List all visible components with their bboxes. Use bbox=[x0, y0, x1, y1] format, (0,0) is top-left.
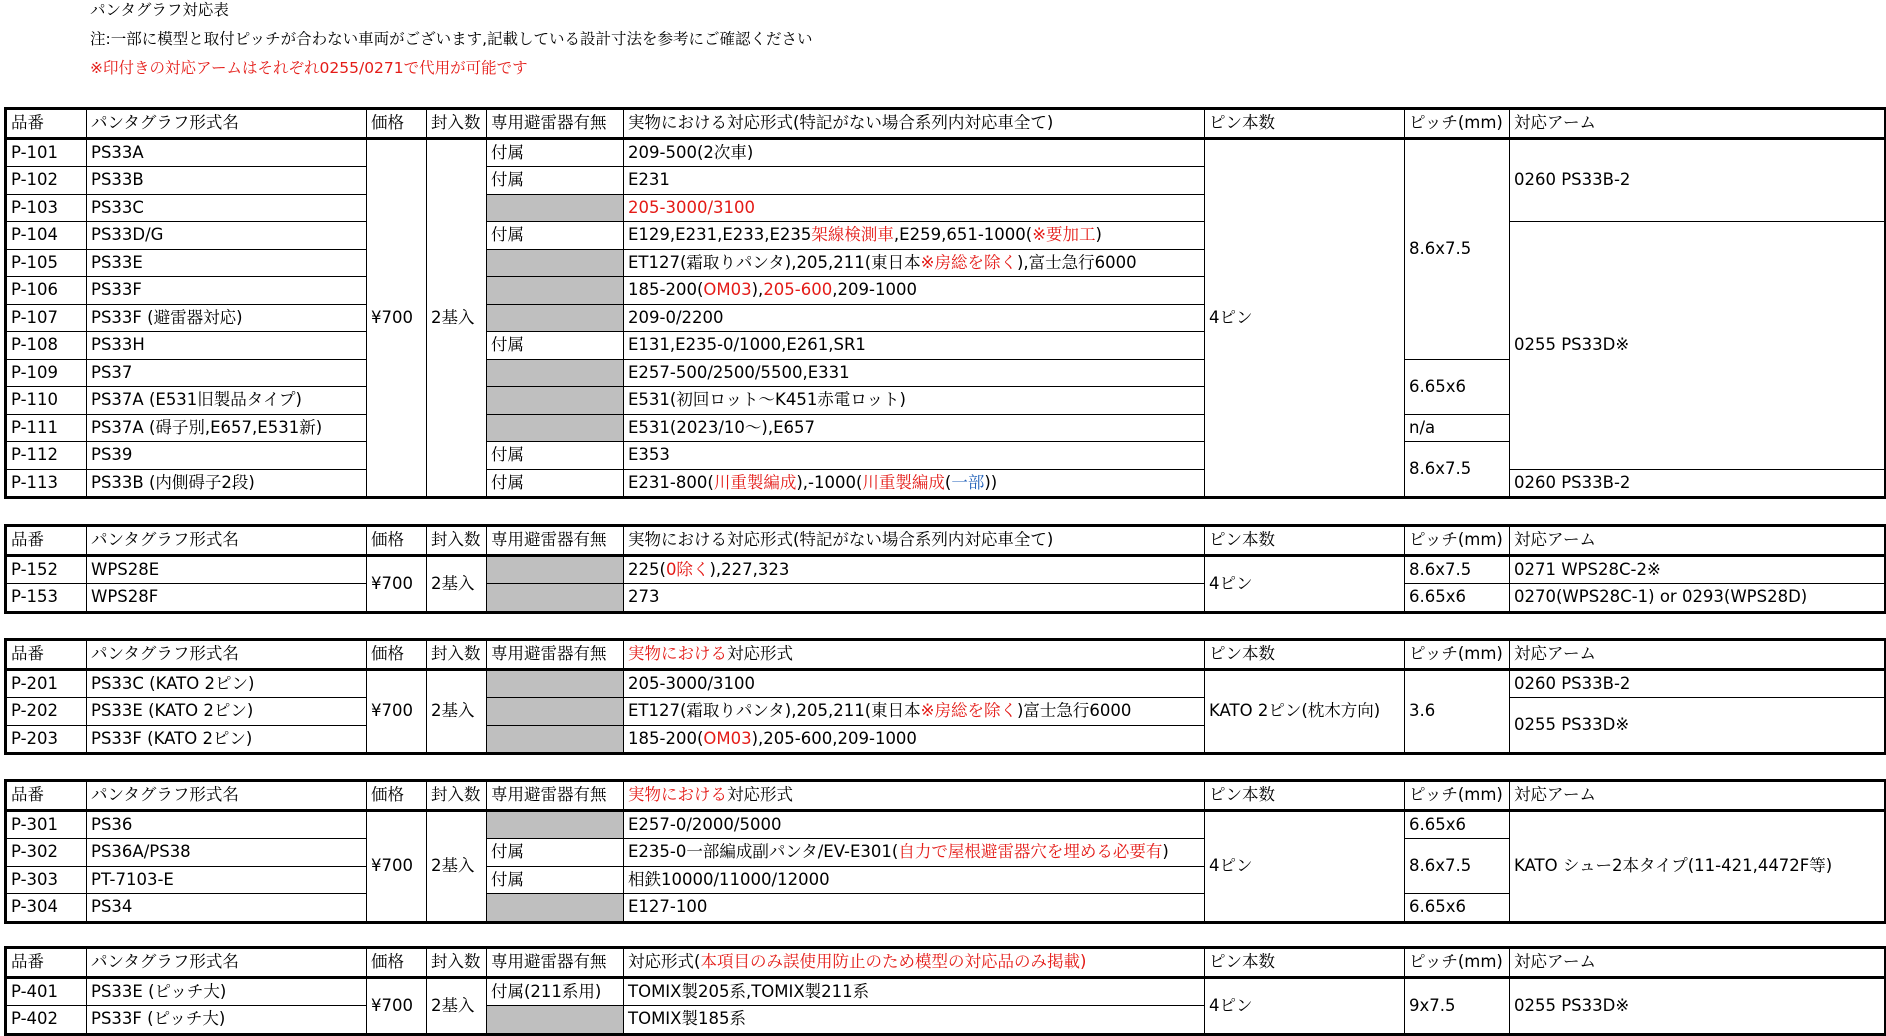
document-header bbox=[90, 0, 813, 87]
product-code: P-153 bbox=[6, 584, 87, 613]
price-cell: ¥700 bbox=[367, 138, 427, 498]
text-segment: E531(初回ロット〜K451赤電ロット) bbox=[628, 390, 906, 410]
table-row bbox=[6, 469, 1886, 498]
product-code: P-102 bbox=[6, 167, 87, 195]
column-header-arrester: 専用避雷器有無 bbox=[487, 109, 624, 139]
column-header-pitch: ピッチ(mm) bbox=[1405, 109, 1510, 139]
compat-models-cell bbox=[624, 414, 1205, 442]
product-code: P-302 bbox=[6, 839, 87, 867]
compat-models-cell bbox=[624, 222, 1205, 250]
column-header-arrester: 専用避雷器有無 bbox=[487, 948, 624, 978]
column-header-arm: 対応アーム bbox=[1510, 948, 1886, 978]
column-header-name: パンタグラフ形式名 bbox=[87, 781, 367, 811]
text-segment: E257-500/2500/5500,E331 bbox=[628, 362, 850, 382]
arrester-cell-empty bbox=[487, 387, 624, 415]
pin-count-cell: 4ピン bbox=[1205, 138, 1405, 498]
column-header-arm: 対応アーム bbox=[1510, 109, 1886, 139]
compat-models-cell bbox=[624, 167, 1205, 195]
compat-models-cell bbox=[624, 277, 1205, 305]
arrester-cell-empty bbox=[487, 359, 624, 387]
table-header-row bbox=[6, 526, 1886, 556]
pantograph-table bbox=[4, 107, 1886, 499]
text-segment: )富士急行6000 bbox=[1016, 701, 1132, 721]
pantograph-name: PS33A bbox=[87, 138, 367, 167]
arrester-cell-empty bbox=[487, 249, 624, 277]
arrester-cell-empty bbox=[487, 414, 624, 442]
compat-models-cell bbox=[624, 194, 1205, 222]
product-code: P-112 bbox=[6, 442, 87, 470]
pantograph-name: PS33C (KATO 2ピン) bbox=[87, 669, 367, 698]
pin-count-cell: 4ピン bbox=[1205, 810, 1405, 922]
arm-cell: KATO シュー2本タイプ(11-421,4472F等) bbox=[1510, 810, 1886, 922]
arm-cell: 0270(WPS28C-1) or 0293(WPS28D) bbox=[1510, 584, 1886, 613]
text-segment: 209-500(2次車) bbox=[628, 142, 754, 162]
text-segment: ※房総を除く bbox=[920, 701, 1017, 721]
arrester-cell-empty bbox=[487, 555, 624, 584]
column-header-compat bbox=[624, 526, 1205, 556]
column-header-name: パンタグラフ形式名 bbox=[87, 526, 367, 556]
text-segment: 自力で屋根避雷器穴を埋める必要有 bbox=[898, 842, 1163, 862]
product-code: P-101 bbox=[6, 138, 87, 167]
pantograph-name: PS33F (ピッチ大) bbox=[87, 1006, 367, 1035]
text-segment: OM03 bbox=[703, 728, 752, 748]
text-segment: ),205-600,209-1000 bbox=[751, 728, 917, 748]
table-header-row bbox=[6, 781, 1886, 811]
column-header-compat bbox=[624, 109, 1205, 139]
text-segment: 205-3000/3100 bbox=[628, 197, 755, 217]
column-header-price: 価格 bbox=[367, 526, 427, 556]
product-code: P-301 bbox=[6, 810, 87, 839]
pitch-cell: 6.65x6 bbox=[1405, 359, 1510, 414]
column-header-code: 品番 bbox=[6, 781, 87, 811]
table-row bbox=[6, 698, 1886, 726]
arrester-cell: 付属 bbox=[487, 442, 624, 470]
text-segment: ,209-1000 bbox=[832, 280, 917, 300]
section-p150-series bbox=[4, 524, 1884, 614]
quantity-cell: 2基入 bbox=[427, 977, 487, 1034]
pantograph-name: PS33B (内側碍子2段) bbox=[87, 469, 367, 498]
pin-count-cell: KATO 2ピン(枕木方向) bbox=[1205, 669, 1405, 754]
text-segment: ),227,323 bbox=[709, 559, 790, 579]
arm-cell: 0260 PS33B-2 bbox=[1510, 469, 1886, 498]
text-segment: 実物における bbox=[628, 644, 727, 664]
text-segment: 対応形式 bbox=[727, 785, 793, 805]
compat-models-cell bbox=[624, 304, 1205, 332]
pantograph-name: PS37 bbox=[87, 359, 367, 387]
pantograph-name: PS33B bbox=[87, 167, 367, 195]
text-segment: 川重製編成 bbox=[713, 472, 797, 492]
section-p100-series bbox=[4, 107, 1884, 499]
column-header-arrester: 専用避雷器有無 bbox=[487, 526, 624, 556]
product-code: P-201 bbox=[6, 669, 87, 698]
table-header-row bbox=[6, 948, 1886, 978]
column-header-qty: 封入数 bbox=[427, 948, 487, 978]
text-segment: 相鉄10000/11000/12000 bbox=[628, 869, 830, 889]
arm-cell: 0271 WPS28C-2※ bbox=[1510, 555, 1886, 584]
arrester-cell-empty bbox=[487, 1006, 624, 1035]
text-segment: 川重製編成 bbox=[862, 472, 945, 492]
pantograph-name: WPS28E bbox=[87, 555, 367, 584]
text-segment: ) bbox=[1095, 225, 1102, 245]
table-row bbox=[6, 138, 1886, 167]
column-header-pitch: ピッチ(mm) bbox=[1405, 640, 1510, 670]
column-header-name: パンタグラフ形式名 bbox=[87, 948, 367, 978]
text-segment: 205-3000/3100 bbox=[628, 673, 755, 693]
product-code: P-402 bbox=[6, 1006, 87, 1035]
arrester-cell-empty bbox=[487, 894, 624, 923]
pitch-cell: 3.6 bbox=[1405, 669, 1510, 754]
column-header-pitch: ピッチ(mm) bbox=[1405, 526, 1510, 556]
text-segment: 185-200( bbox=[628, 280, 704, 300]
column-header-pins: ピン本数 bbox=[1205, 948, 1405, 978]
pitch-cell: 6.65x6 bbox=[1405, 894, 1510, 923]
text-segment: ※要加工 bbox=[1032, 225, 1096, 245]
text-segment: 一部 bbox=[951, 472, 985, 492]
arm-substitution-warning: ※印付きの対応アームはそれぞれ0255/0271で代用が可能です bbox=[90, 59, 528, 77]
pantograph-name: PS34 bbox=[87, 894, 367, 923]
arrester-cell: 付属 bbox=[487, 167, 624, 195]
arrester-cell: 付属 bbox=[487, 866, 624, 894]
price-cell: ¥700 bbox=[367, 555, 427, 612]
document-title: パンタグラフ対応表 bbox=[90, 1, 229, 19]
text-segment: 実物における対応形式(特記がない場合系列内対応車全て) bbox=[628, 530, 1054, 550]
column-header-arrester: 専用避雷器有無 bbox=[487, 640, 624, 670]
column-header-pins: ピン本数 bbox=[1205, 109, 1405, 139]
pin-count-cell: 4ピン bbox=[1205, 977, 1405, 1034]
column-header-pitch: ピッチ(mm) bbox=[1405, 948, 1510, 978]
product-code: P-113 bbox=[6, 469, 87, 498]
text-segment: TOMIX製185系 bbox=[628, 1009, 746, 1029]
product-code: P-108 bbox=[6, 332, 87, 360]
pantograph-name: PS33C bbox=[87, 194, 367, 222]
price-cell: ¥700 bbox=[367, 977, 427, 1034]
text-segment: E231-800( bbox=[628, 472, 714, 492]
column-header-price: 価格 bbox=[367, 640, 427, 670]
arrester-cell: 付属(211系用) bbox=[487, 977, 624, 1006]
text-segment: 205-600 bbox=[763, 280, 833, 300]
arm-cell: 0255 PS33D※ bbox=[1510, 222, 1886, 470]
column-header-qty: 封入数 bbox=[427, 640, 487, 670]
column-header-pitch: ピッチ(mm) bbox=[1405, 781, 1510, 811]
text-segment: E127-100 bbox=[628, 897, 708, 917]
compat-models-cell bbox=[624, 866, 1205, 894]
pantograph-name: PS33E (ピッチ大) bbox=[87, 977, 367, 1006]
text-segment: 209-0/2200 bbox=[628, 307, 724, 327]
text-segment: ,E259,651-1000( bbox=[893, 225, 1033, 245]
text-segment: 273 bbox=[628, 587, 660, 607]
pantograph-table bbox=[4, 524, 1886, 614]
pitch-cell: 8.6x7.5 bbox=[1405, 555, 1510, 584]
column-header-pins: ピン本数 bbox=[1205, 781, 1405, 811]
compat-models-cell bbox=[624, 469, 1205, 498]
section-p300-series bbox=[4, 779, 1884, 924]
pantograph-table bbox=[4, 638, 1886, 755]
arrester-cell-empty bbox=[487, 304, 624, 332]
compat-models-cell bbox=[624, 442, 1205, 470]
column-header-code: 品番 bbox=[6, 109, 87, 139]
table-row bbox=[6, 222, 1886, 250]
text-segment: 実物における対応形式(特記がない場合系列内対応車全て) bbox=[628, 113, 1054, 133]
compat-models-cell bbox=[624, 977, 1205, 1006]
price-cell: ¥700 bbox=[367, 810, 427, 922]
pantograph-table bbox=[4, 779, 1886, 924]
product-code: P-103 bbox=[6, 194, 87, 222]
pantograph-name: PS36A/PS38 bbox=[87, 839, 367, 867]
pitch-cell: 8.6x7.5 bbox=[1405, 138, 1510, 359]
arrester-cell-empty bbox=[487, 725, 624, 754]
compat-models-cell bbox=[624, 249, 1205, 277]
text-segment: ) bbox=[1162, 842, 1169, 862]
product-code: P-152 bbox=[6, 555, 87, 584]
pantograph-name: PS37A (碍子別,E657,E531新) bbox=[87, 414, 367, 442]
text-segment: ※房総を除く bbox=[920, 252, 1017, 272]
pantograph-name: PS33F bbox=[87, 277, 367, 305]
text-segment: ),富士急行6000 bbox=[1016, 252, 1137, 272]
column-header-arrester: 専用避雷器有無 bbox=[487, 781, 624, 811]
pantograph-name: PS33H bbox=[87, 332, 367, 360]
column-header-compat bbox=[624, 781, 1205, 811]
column-header-compat bbox=[624, 948, 1205, 978]
compat-models-cell bbox=[624, 725, 1205, 754]
compat-models-cell bbox=[624, 698, 1205, 726]
compat-models-cell bbox=[624, 839, 1205, 867]
text-segment: ( bbox=[944, 472, 952, 492]
text-segment: 対応形式( bbox=[628, 952, 701, 972]
product-code: P-203 bbox=[6, 725, 87, 754]
text-segment: 0除く bbox=[665, 559, 710, 579]
column-header-qty: 封入数 bbox=[427, 781, 487, 811]
pantograph-name: PS36 bbox=[87, 810, 367, 839]
column-header-arm: 対応アーム bbox=[1510, 781, 1886, 811]
compat-models-cell bbox=[624, 669, 1205, 698]
compat-models-cell bbox=[624, 555, 1205, 584]
text-segment: E235-0一部編成副パンタ/EV-E301( bbox=[628, 842, 899, 862]
product-code: P-110 bbox=[6, 387, 87, 415]
column-header-price: 価格 bbox=[367, 948, 427, 978]
table-header-row bbox=[6, 109, 1886, 139]
arm-cell: 0255 PS33D※ bbox=[1510, 698, 1886, 754]
column-header-pins: ピン本数 bbox=[1205, 526, 1405, 556]
text-segment: ),-1000( bbox=[796, 472, 863, 492]
text-segment: )) bbox=[984, 472, 998, 492]
column-header-name: パンタグラフ形式名 bbox=[87, 640, 367, 670]
pantograph-name: PS33E bbox=[87, 249, 367, 277]
pantograph-name: PS33F (KATO 2ピン) bbox=[87, 725, 367, 754]
arm-cell: 0255 PS33D※ bbox=[1510, 977, 1886, 1034]
text-segment: E257-0/2000/5000 bbox=[628, 814, 782, 834]
compat-models-cell bbox=[624, 810, 1205, 839]
column-header-arm: 対応アーム bbox=[1510, 526, 1886, 556]
text-segment: 本項目のみ誤使用防止のため模型の対応品のみ掲載) bbox=[700, 952, 1087, 972]
column-header-compat bbox=[624, 640, 1205, 670]
quantity-cell: 2基入 bbox=[427, 555, 487, 612]
pitch-cell: 8.6x7.5 bbox=[1405, 442, 1510, 498]
price-cell: ¥700 bbox=[367, 669, 427, 754]
compat-models-cell bbox=[624, 1006, 1205, 1035]
text-segment: OM03 bbox=[703, 280, 752, 300]
pin-count-cell: 4ピン bbox=[1205, 555, 1405, 612]
column-header-pins: ピン本数 bbox=[1205, 640, 1405, 670]
section-p200-kato-series bbox=[4, 638, 1884, 755]
arm-cell: 0260 PS33B-2 bbox=[1510, 138, 1886, 222]
column-header-code: 品番 bbox=[6, 948, 87, 978]
compat-models-cell bbox=[624, 894, 1205, 923]
text-segment: E131,E235-0/1000,E261,SR1 bbox=[628, 335, 866, 355]
pantograph-table bbox=[4, 946, 1886, 1036]
column-header-name: パンタグラフ形式名 bbox=[87, 109, 367, 139]
compat-models-cell bbox=[624, 138, 1205, 167]
pantograph-name: PS37A (E531旧製品タイプ) bbox=[87, 387, 367, 415]
product-code: P-107 bbox=[6, 304, 87, 332]
table-row bbox=[6, 584, 1886, 613]
pantograph-name: PS33F (避雷器対応) bbox=[87, 304, 367, 332]
compat-models-cell bbox=[624, 332, 1205, 360]
column-header-arm: 対応アーム bbox=[1510, 640, 1886, 670]
table-row bbox=[6, 669, 1886, 698]
pantograph-name: WPS28F bbox=[87, 584, 367, 613]
table-row bbox=[6, 977, 1886, 1006]
column-header-qty: 封入数 bbox=[427, 526, 487, 556]
product-code: P-202 bbox=[6, 698, 87, 726]
compat-models-cell bbox=[624, 387, 1205, 415]
column-header-qty: 封入数 bbox=[427, 109, 487, 139]
product-code: P-104 bbox=[6, 222, 87, 250]
arrester-cell-empty bbox=[487, 810, 624, 839]
text-segment: E353 bbox=[628, 445, 670, 465]
text-segment: ET127(霜取りパンタ),205,211(東日本 bbox=[628, 252, 921, 272]
pitch-cell: 9x7.5 bbox=[1405, 977, 1510, 1034]
arrester-cell-empty bbox=[487, 669, 624, 698]
product-code: P-303 bbox=[6, 866, 87, 894]
text-segment: ), bbox=[751, 280, 764, 300]
section-p400-series bbox=[4, 946, 1884, 1036]
pitch-cell: 6.65x6 bbox=[1405, 810, 1510, 839]
column-header-price: 価格 bbox=[367, 109, 427, 139]
pantograph-name: PS39 bbox=[87, 442, 367, 470]
arrester-cell-empty bbox=[487, 194, 624, 222]
table-row bbox=[6, 810, 1886, 839]
pantograph-name: PS33D/G bbox=[87, 222, 367, 250]
fitment-note: 注:一部に模型と取付ピッチが合わない車両がございます,記載している設計寸法を参考にご確認ください bbox=[90, 30, 813, 48]
text-segment: TOMIX製205系,TOMIX製211系 bbox=[628, 981, 870, 1001]
compat-models-cell bbox=[624, 359, 1205, 387]
pantograph-name: PT-7103-E bbox=[87, 866, 367, 894]
text-segment: 対応形式 bbox=[727, 644, 793, 664]
text-segment: 225( bbox=[628, 559, 666, 579]
arrester-cell: 付属 bbox=[487, 839, 624, 867]
product-code: P-111 bbox=[6, 414, 87, 442]
pitch-cell: 6.65x6 bbox=[1405, 584, 1510, 613]
table-header-row bbox=[6, 640, 1886, 670]
table-row bbox=[6, 555, 1886, 584]
compat-models-cell bbox=[624, 584, 1205, 613]
arrester-cell-empty bbox=[487, 584, 624, 613]
product-code: P-105 bbox=[6, 249, 87, 277]
arrester-cell-empty bbox=[487, 277, 624, 305]
pantograph-name: PS33E (KATO 2ピン) bbox=[87, 698, 367, 726]
arrester-cell: 付属 bbox=[487, 332, 624, 360]
text-segment: 実物における bbox=[628, 785, 727, 805]
pitch-cell: 8.6x7.5 bbox=[1405, 839, 1510, 894]
arrester-cell: 付属 bbox=[487, 222, 624, 250]
text-segment: 架線検測車 bbox=[811, 225, 894, 245]
text-segment: E231 bbox=[628, 170, 670, 190]
pitch-cell: n/a bbox=[1405, 414, 1510, 442]
product-code: P-109 bbox=[6, 359, 87, 387]
product-code: P-304 bbox=[6, 894, 87, 923]
text-segment: E531(2023/10〜),E657 bbox=[628, 417, 816, 437]
text-segment: E129,E231,E233,E235 bbox=[628, 225, 812, 245]
column-header-code: 品番 bbox=[6, 526, 87, 556]
product-code: P-401 bbox=[6, 977, 87, 1006]
arrester-cell: 付属 bbox=[487, 138, 624, 167]
quantity-cell: 2基入 bbox=[427, 810, 487, 922]
text-segment: ET127(霜取りパンタ),205,211(東日本 bbox=[628, 701, 921, 721]
quantity-cell: 2基入 bbox=[427, 669, 487, 754]
product-code: P-106 bbox=[6, 277, 87, 305]
text-segment: 185-200( bbox=[628, 728, 704, 748]
column-header-code: 品番 bbox=[6, 640, 87, 670]
arm-cell: 0260 PS33B-2 bbox=[1510, 669, 1886, 698]
arrester-cell: 付属 bbox=[487, 469, 624, 498]
quantity-cell: 2基入 bbox=[427, 138, 487, 498]
arrester-cell-empty bbox=[487, 698, 624, 726]
column-header-price: 価格 bbox=[367, 781, 427, 811]
